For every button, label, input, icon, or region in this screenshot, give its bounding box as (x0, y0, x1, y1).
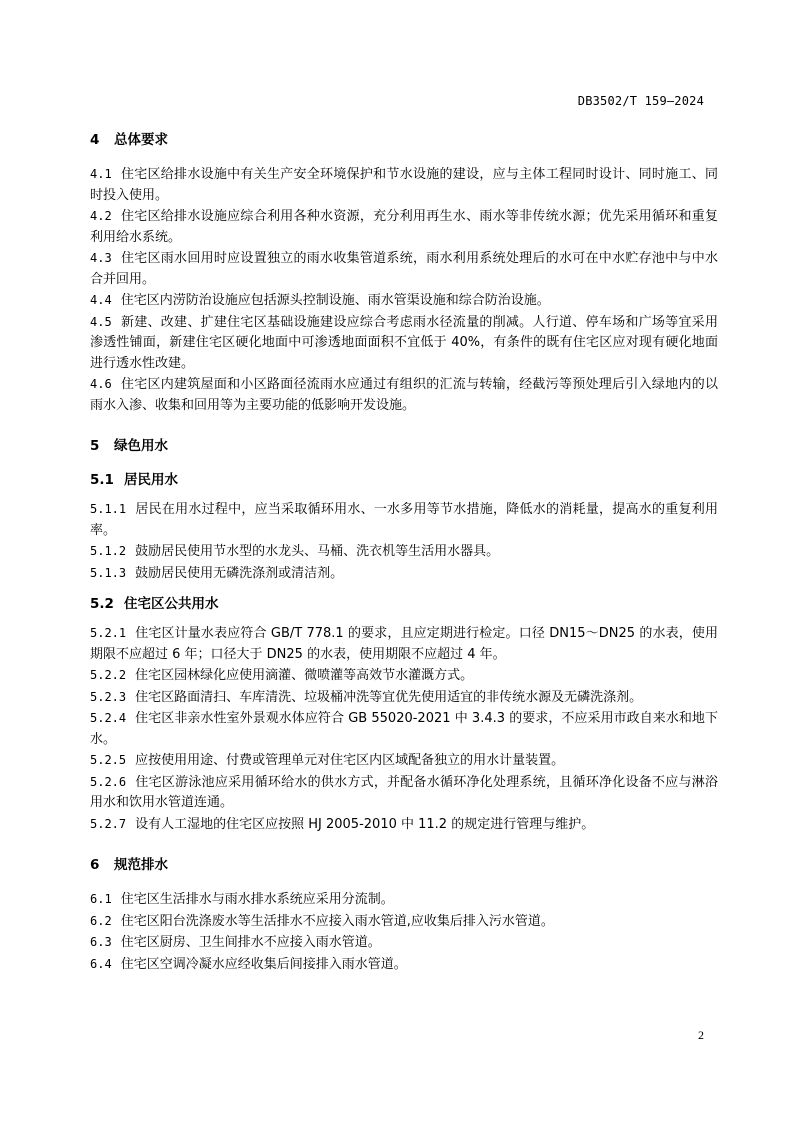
clause-number: 5.2.3 (90, 689, 127, 704)
clause-text: 住宅区内建筑屋面和小区路面径流雨水应通过有组织的汇流与转输，经截污等预处理后引入绿地内的以雨水入渗、收集和回用等为主要功能的低影响开发设施。 (90, 377, 718, 413)
clause-text: 应按使用用途、付费或管理单元对住宅区内区域配备独立的用水计量装置。 (135, 753, 565, 768)
subsection-number: 5.2 (90, 596, 114, 612)
clause-text: 住宅区给排水设施应综合利用各种水资源，充分利用再生水、雨水等非传统水源；优先采用循环和重复利用给水系统。 (90, 209, 718, 245)
section-heading (90, 855, 718, 875)
clause-number: 5.2.7 (90, 816, 127, 831)
clause-text: 住宅区给排水设施中有关生产安全环境保护和节水设施的建设，应与主体工程同时设计、同时施工、同时投入使用。 (90, 167, 718, 203)
clause-text: 住宅区厨房、卫生间排水不应接入雨水管道。 (120, 935, 381, 950)
clause (90, 665, 718, 687)
clause-text: 新建、改建、扩建住宅区基础设施建设应综合考虑雨水径流量的削减。人行道、停车场和广场等宜采用渗透性铺面，新建住宅区硬化地面中可渗透地面面积不宜低于 40%，有条件的既有住宅区应对现有硬化地面进行透水性改建。 (90, 314, 718, 371)
subsection-heading (90, 594, 718, 614)
subsection-heading (90, 470, 718, 490)
section-heading (90, 436, 718, 456)
section-title: 绿色用水 (114, 438, 168, 454)
clause (90, 889, 718, 911)
clause-text: 住宅区内涝防治设施应包括源头控制设施、雨水管渠设施和综合防治设施。 (120, 293, 550, 308)
clause (90, 708, 718, 750)
clause (90, 932, 718, 954)
section-title: 规范排水 (114, 857, 168, 873)
clause (90, 687, 718, 709)
clause (90, 374, 718, 416)
clause-number: 6.1 (90, 892, 112, 906)
clause-text: 住宅区空调冷凝水应经收集后间接排入雨水管道。 (120, 956, 407, 972)
clause-text: 住宅区计量水表应符合 GB/T 778.1 的要求，且应定期进行检定。口径 DN15～DN25 的水表，使用期限不应超过 6 年；口径大于 DN25 的水表，使用期限不应超过 4 年。 (90, 626, 718, 662)
clause-number: 5.2.2 (90, 668, 127, 682)
clause (90, 563, 718, 585)
clause (90, 814, 718, 836)
document-body (90, 130, 718, 975)
clause (90, 954, 718, 976)
subsection-title: 居民用水 (124, 472, 178, 488)
clause (90, 772, 718, 814)
clause (90, 164, 718, 206)
clause-text: 住宅区路面清扫、车库清洗、垃圾桶冲洗等宜优先使用适宜的非传统水源及无磷洗涤剂。 (135, 689, 643, 705)
section-number: 6 (90, 857, 100, 873)
subsection-title: 住宅区公共用水 (124, 596, 219, 612)
clause-number: 4.4 (90, 293, 112, 307)
page-number: 2 (698, 1028, 704, 1042)
clause-text: 设有人工湿地的住宅区应按照 HJ 2005-2010 中 11.2 的规定进行管理与维护。 (135, 816, 595, 832)
section-heading (90, 130, 718, 150)
clause (90, 911, 718, 933)
clause-text: 鼓励居民使用无磷洗涤剂或清洁剂。 (135, 565, 344, 581)
subsection-number: 5.1 (90, 472, 114, 488)
clause-text: 住宅区雨水回用时应设置独立的雨水收集管道系统，雨水利用系统处理后的水可在中水贮存池中与中水合并回用。 (90, 251, 718, 287)
clause-number: 5.2.4 (90, 711, 127, 725)
clause (90, 206, 718, 248)
clause (90, 750, 718, 772)
clause (90, 499, 718, 541)
clause-number: 6.4 (90, 956, 112, 971)
clause (90, 248, 718, 290)
clause-number: 5.2.1 (90, 626, 127, 640)
clause-number: 5.1.3 (90, 565, 127, 580)
clause (90, 541, 718, 563)
clause-text: 住宅区阳台洗涤废水等生活排水不应接入雨水管道,应收集后排入污水管道。 (120, 913, 554, 929)
clause-number: 4.1 (90, 167, 112, 181)
clause-number: 6.2 (90, 913, 112, 928)
clause (90, 290, 718, 312)
clause-number: 4.2 (90, 209, 112, 223)
clause-number: 4.5 (90, 314, 112, 329)
clause-number: 5.1.1 (90, 502, 127, 516)
clause-number: 5.1.2 (90, 544, 127, 558)
clause-text: 住宅区非亲水性室外景观水体应符合 GB 55020-2021 中 3.4.3 的要求，不应采用市政自来水和地下水。 (90, 711, 718, 747)
document-code: DB3502/T 159—2024 (577, 94, 704, 108)
clause-number: 4.3 (90, 251, 112, 265)
clause-text: 住宅区园林绿化应使用滴灌、微喷灌等高效节水灌溉方式。 (135, 668, 474, 683)
section-title: 总体要求 (114, 132, 168, 148)
clause-text: 居民在用水过程中，应当采取循环用水、一水多用等节水措施，降低水的消耗量，提高水的重复利用率。 (90, 502, 718, 538)
clause (90, 312, 718, 375)
clause-number: 6.3 (90, 935, 112, 949)
section-number: 4 (90, 132, 100, 148)
clause-number: 5.2.5 (90, 753, 127, 767)
section-number: 5 (90, 438, 100, 454)
clause-text: 鼓励居民使用节水型的水龙头、马桶、洗衣机等生活用水器具。 (135, 544, 500, 559)
clause-number: 4.6 (90, 377, 112, 391)
clause (90, 623, 718, 665)
clause-text: 住宅区生活排水与雨水排水系统应采用分流制。 (120, 892, 394, 907)
clause-text: 住宅区游泳池应采用循环给水的供水方式，并配备水循环净化处理系统，且循环净化设备不应与淋浴用水和饮用水管道连通。 (90, 774, 718, 810)
clause-number: 5.2.6 (90, 774, 127, 789)
